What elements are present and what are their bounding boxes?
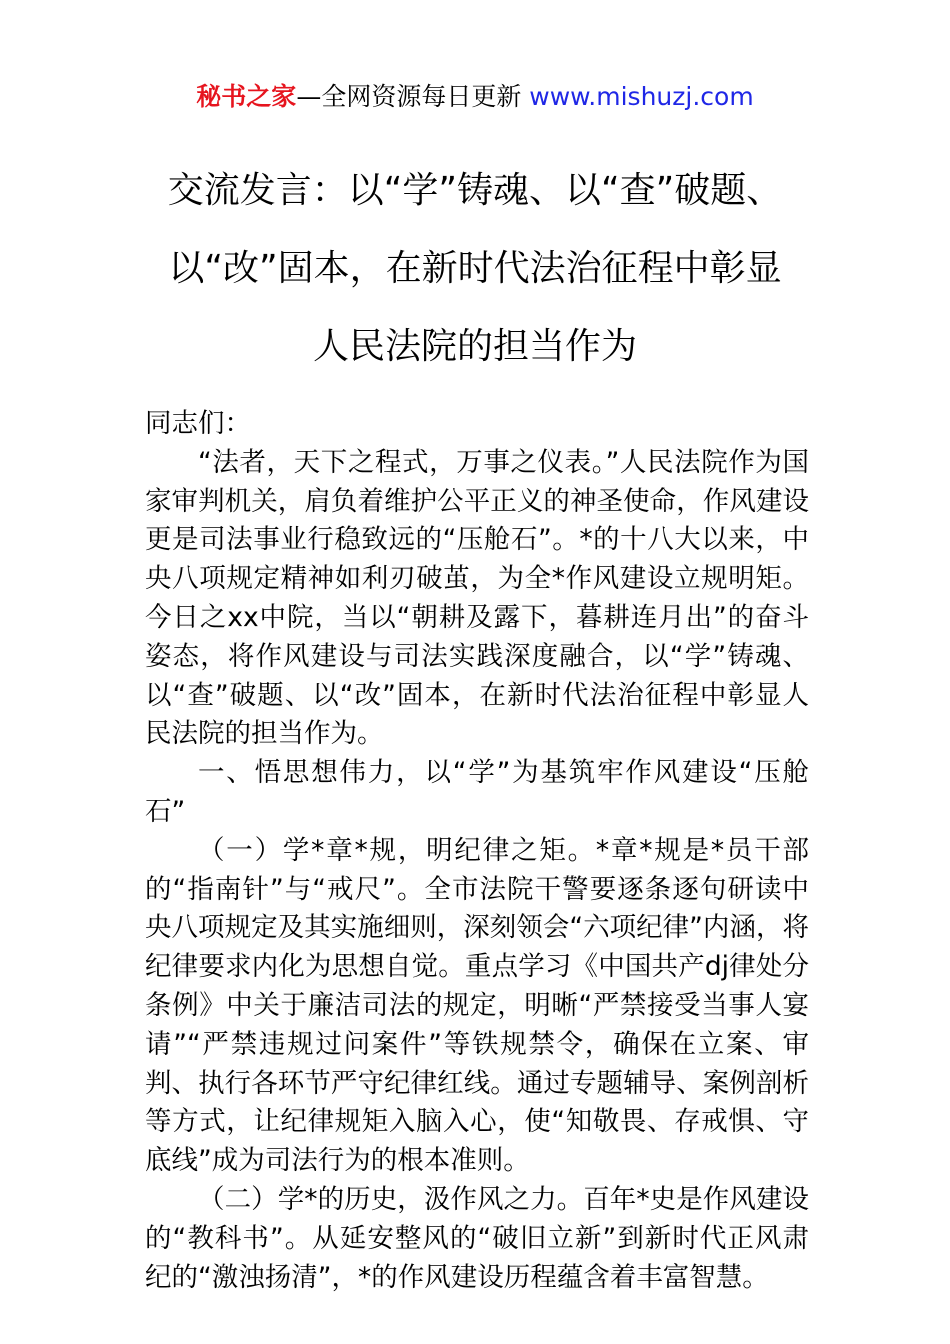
- body-paragraph: （一）学*章*规，明纪律之矩。*章*规是*员干部的“指南针”与“戒尺”。全市法院干警要逐条逐句研读中央八项规定及其实施细则，深刻领会“六项纪律”内涵，将纪律要求内化为思想自觉。重点学习《中国共产dj律处分条例》中关于廉洁司法的规定，明晰“严禁接受当事人宴请”“严禁违规过问案件”等铁规禁令，确保在立案、审判、执行各环节严守纪律红线。通过专题辅导、案例剖析等方式，让纪律规矩入脑入心，使“知敬畏、存戒惧、守底线”成为司法行为的根本准则。: [145, 834, 809, 1177]
- title-line: 以“改”固本，在新时代法治征程中彰显: [168, 248, 782, 289]
- site-brand: 秘书之家: [196, 82, 297, 111]
- title-line: 交流发言：以“学”铸魂、以“查”破题、: [167, 170, 783, 211]
- salutation: 同志们：: [145, 408, 251, 439]
- body-paragraph: （二）学*的历史，汲作风之力。百年*史是作风建设的“教科书”。从延安整风的“破旧立新”到新时代正风肃纪的“激浊扬清”，*的作风建设历程蕴含着丰富智慧。: [145, 1183, 809, 1293]
- title-line: 人民法院的担当作为: [312, 326, 637, 367]
- document-title: [140, 152, 810, 386]
- site-url-link[interactable]: www.mishuzj.com: [529, 82, 754, 111]
- site-header: [0, 80, 950, 114]
- section-heading: 一、悟思想伟力，以“学”为基筑牢作风建设“压舱石”: [145, 757, 809, 827]
- document-body: [145, 405, 809, 1297]
- intro-paragraph: “法者，天下之程式，万事之仪表。”人民法院作为国家审判机关，肩负着维护公平正义的神圣使命，作风建设更是司法事业行稳致远的“压舱石”。*的十八大以来，中央八项规定精神如利刃破茧，为全*作风建设立规明矩。今日之xx中院，当以“朝耕及露下，暮耕连月出”的奋斗姿态，将作风建设与司法实践深度融合，以“学”铸魂、以“查”破题、以“改”固本，在新时代法治征程中彰显人民法院的担当作为。: [145, 446, 809, 750]
- site-tagline: —全网资源每日更新: [296, 82, 530, 111]
